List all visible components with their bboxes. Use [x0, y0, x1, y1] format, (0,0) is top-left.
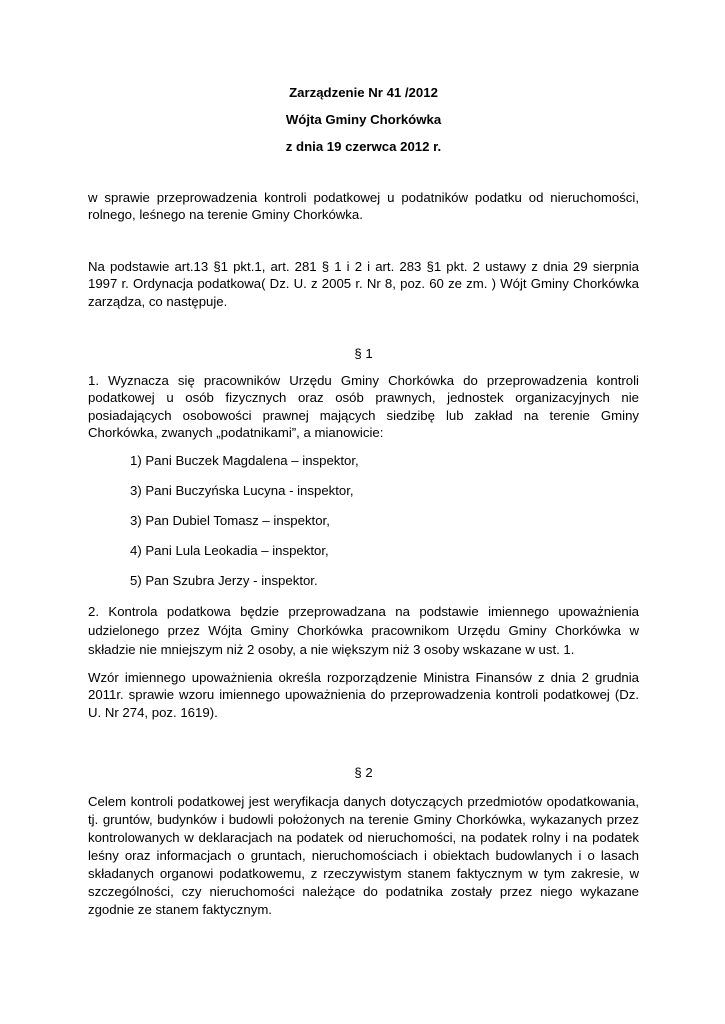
subject-paragraph: w sprawie przeprowadzenia kontroli podatkowej u podatników podatku od nieruchomości, rolnego, leśnego na terenie Gminy Chorkówka. — [88, 189, 639, 222]
section-2-paragraph-1: Celem kontroli podatkowej jest weryfikacja danych dotyczących przedmiotów opodatkowania, tj. gruntów, budynków i budowli położonych na terenie Gminy Chorkówka, wykazanych przez kontrolowanych w deklaracjach na podatek od nieruchomości, na podatek rolny i na podatek leśny oraz informacjach o gruntach, nieruchomościach i obiektach budowlanych i o lasach składanych organowi podatkowemu, z rzeczywistym stanem faktycznym w tym zakresie, w szczególności, czy nieruchomości należące do podatnika zostały przez niego wykazane zgodnie ze stanem faktycznym. — [88, 793, 639, 917]
section-2-mark: § 2 — [354, 765, 373, 780]
section-1-paragraph-1: 1. Wyznacza się pracowników Urzędu Gminy Chorkówka do przeprowadzenia kontroli podatkowej u osób fizycznych oraz osób prawnych, jednostek organizacyjnych nie posiadających osobowości prawnej mających siedzibę lub zakład na terenie Gminy Chorkówka, zwanych „podatnikami”, a mianowicie: — [88, 372, 639, 440]
list-item: 4) Pani Lula Leokadia – inspektor, — [130, 542, 329, 558]
issuing-authority: Wójta Gminy Chorkówka — [285, 111, 442, 127]
section-1-paragraph-2: 2. Kontrola podatkowa będzie przeprowadzana na podstawie imiennego upoważnienia udzielonego przez Wójta Gminy Chorkówka pracownikom Urzędu Gminy Chorkówka w składzie nie mniejszym niż 2 osoby, a nie większym niż 3 osoby wskazane w ust. 1. — [88, 603, 639, 657]
section-1-paragraph-3: Wzór imiennego upoważnienia określa rozporządzenie Ministra Finansów z dnia 2 grudnia 2011r. sprawie wzoru imiennego upoważnienia do przeprowadzenia kontroli podatkowej (Dz. U. Nr 274, poz. 1619). — [88, 669, 639, 720]
issue-date: z dnia 19 czerwca 2012 r. — [285, 139, 442, 154]
section-1-mark: § 1 — [354, 346, 373, 361]
list-item: 3) Pan Dubiel Tomasz – inspektor, — [130, 512, 330, 528]
list-item: 1) Pani Buczek Magdalena – inspektor, — [130, 452, 359, 468]
list-item: 3) Pani Buczyńska Lucyna - inspektor, — [130, 482, 354, 498]
inspector-list — [88, 452, 639, 590]
document-body — [88, 84, 639, 919]
legal-basis-paragraph: Na podstawie art.13 §1 pkt.1, art. 281 § 1 i 2 i art. 283 §1 pkt. 2 ustawy z dnia 29 sierpnia 1997 r. Ordynacja podatkowa( Dz. U. z 2005 r. Nr 8, poz. 60 ze zm. ) Wójt Gminy Chorkówka zarządza, co następuje. — [88, 258, 639, 309]
ordinance-number: Zarządzenie Nr 41 /2012 — [289, 85, 438, 100]
list-item: 5) Pan Szubra Jerzy - inspektor. — [130, 572, 318, 588]
